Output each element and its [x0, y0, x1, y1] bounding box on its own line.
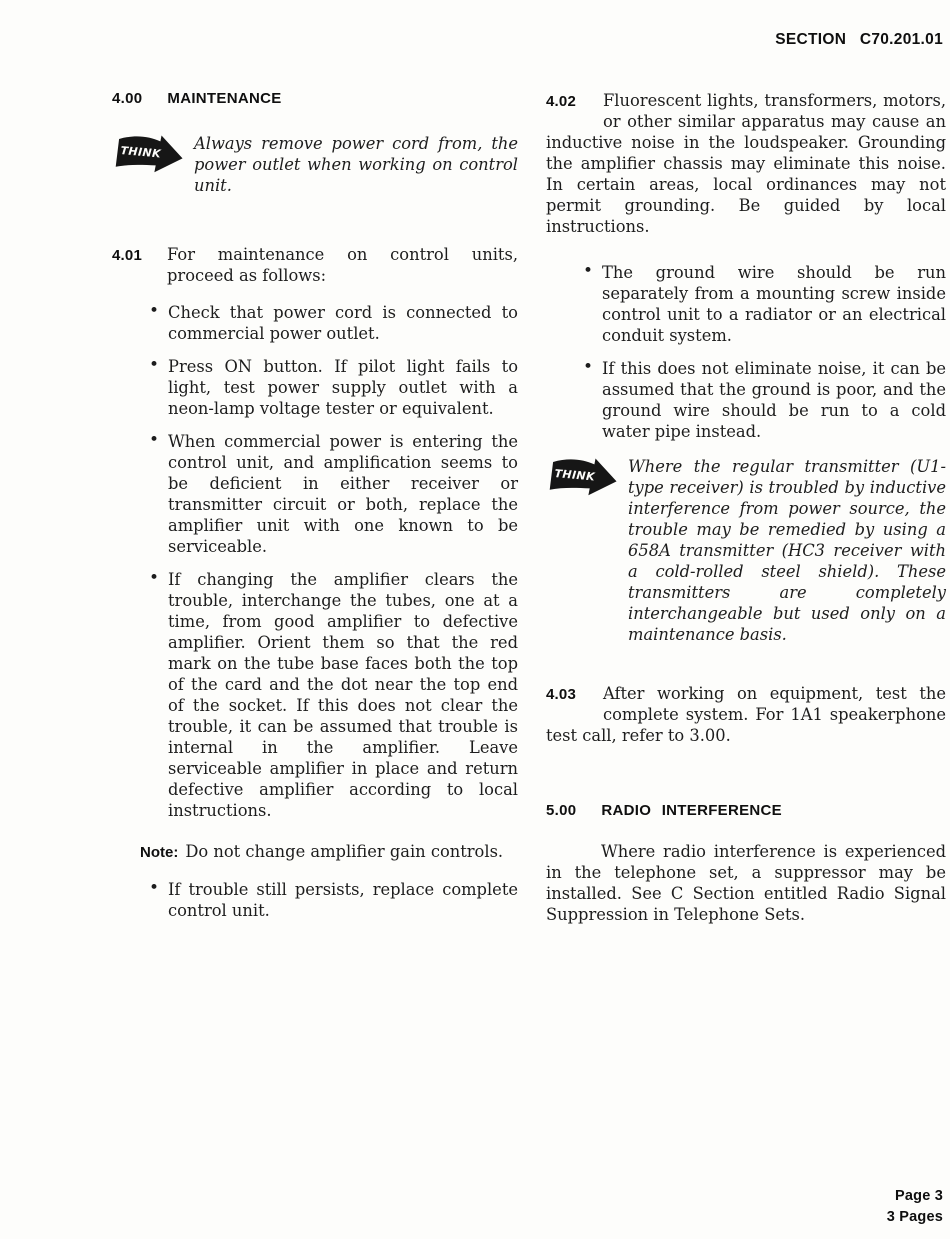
- paragraph-text: After working on equipment, test the complete system. For 1A1 speakerphone test call, refer to 3.00.: [546, 684, 946, 745]
- paragraph-number: 4.01: [112, 247, 142, 264]
- section-header: SECTION C70.201.01: [775, 31, 943, 48]
- think-note-1: [112, 133, 518, 196]
- bullet-list: [112, 302, 518, 821]
- heading-title: MAINTENANCE: [167, 90, 282, 107]
- think-note-text: Always remove power cord from, the power outlet when working on control unit.: [194, 134, 518, 195]
- paragraph-number: 4.02: [546, 93, 576, 110]
- footer-page-count: 3 Pages: [886, 1209, 943, 1225]
- bullet-list: [546, 262, 946, 442]
- left-column: [112, 90, 518, 921]
- bullet-item: • If this does not eliminate noise, it can be assumed that the ground is poor, and the ground wire should be run to a cold water pipe instead.: [602, 358, 946, 442]
- paragraph-text: Fluorescent lights, transformers, motors, or other similar apparatus may cause an inductive noise in the loudspeaker. Grounding the amplifier chassis may eliminate this noise. In certain areas, local ordinances may not permit grounding. Be guided by local instructions.: [546, 91, 946, 236]
- think-arrow-icon: [546, 454, 620, 645]
- paragraph-4-03: [546, 683, 946, 746]
- heading-title: RADIO INTERFERENCE: [601, 802, 782, 819]
- bullet-item: • If trouble still persists, replace complete control unit.: [168, 879, 518, 921]
- heading-number: 4.00: [112, 90, 143, 107]
- right-column: [546, 90, 946, 925]
- heading-5-00: [546, 802, 946, 819]
- think-icon-label: THINK: [119, 143, 162, 161]
- think-icon-label: THINK: [553, 466, 596, 484]
- think-arrow-icon: [112, 131, 186, 196]
- note-text: Do not change amplifier gain controls.: [185, 842, 504, 861]
- paragraph-5-00: Where radio interference is experienced in the telephone set, a suppressor may be installed. See C Section entitled Radio Signal Suppression in Telephone Sets.: [546, 842, 946, 924]
- page-footer: [887, 1186, 943, 1228]
- think-note-text: Where the regular transmitter (U1-type receiver) is troubled by inductive interference from power source, the trouble may be remedied by using a 658A transmitter (HC3 receiver with a cold-rolled steel shield). These transmitters are completely interchangeable but used only on a maintenance basis.: [628, 457, 946, 644]
- bullet-item: • The ground wire should be run separately from a mounting screw inside control unit to a radiator or an electrical conduit system.: [602, 262, 946, 346]
- bullet-item: • If changing the amplifier clears the trouble, interchange the tubes, one at a time, from good amplifier to defective amplifier. Orient them so that the red mark on the tube base faces both the top of the card and the dot near the top end of the socket. If this does not clear the trouble, it can be assumed that trouble is internal in the amplifier. Leave serviceable amplifier in place and return defective amplifier according to local instructions.: [168, 569, 518, 821]
- footer-page-number: Page 3: [895, 1188, 943, 1204]
- bullet-item: • Press ON button. If pilot light fails to light, test power supply outlet with a neon-lamp voltage tester or equivalent.: [168, 356, 518, 419]
- think-note-2: [546, 456, 946, 645]
- paragraph-text: For maintenance on control units, proceed as follows:: [167, 245, 518, 285]
- heading-4-00: [112, 90, 518, 107]
- bullet-item: • Check that power cord is connected to commercial power outlet.: [168, 302, 518, 344]
- note-line: [140, 841, 518, 863]
- paragraph-number: 4.03: [546, 686, 576, 703]
- note-label: Note:: [140, 844, 179, 861]
- paragraph-4-01: [112, 244, 518, 286]
- bullet-item: • When commercial power is entering the control unit, and amplification seems to be deficient in either receiver or transmitter circuit or both, replace the amplifier unit with one known to be serviceable.: [168, 431, 518, 557]
- heading-number: 5.00: [546, 802, 577, 819]
- paragraph-4-02: [546, 90, 946, 237]
